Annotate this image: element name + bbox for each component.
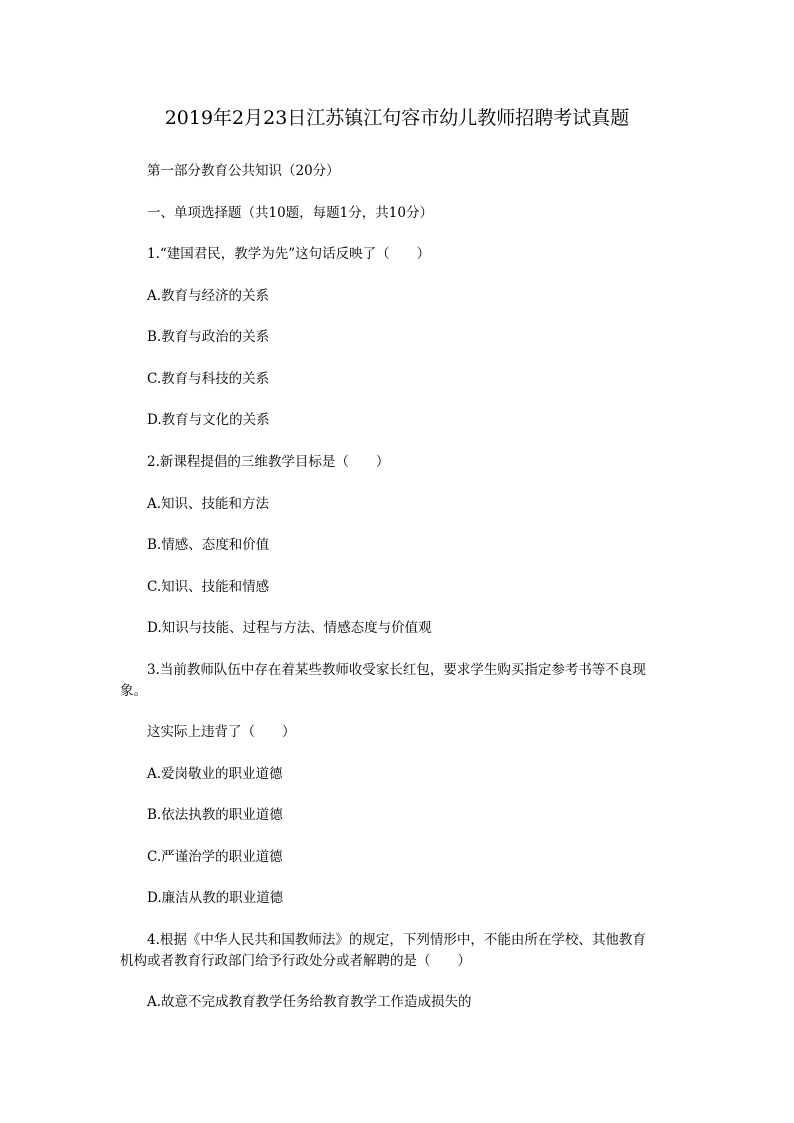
question-4-stem-line-1: 4.根据《中华人民共和国教师法》的规定，下列情形中，不能由所在学校、其他教育 <box>147 932 646 948</box>
question-1-option-a: A.教育与经济的关系 <box>147 288 270 304</box>
question-1-stem: 1.“建国君民，教学为先”这句话反映了（ ） <box>147 246 431 262</box>
subsection-heading: 一、单项选择题（共10题，每题1分，共10分） <box>147 205 433 221</box>
question-4-stem-line-2: 机构或者教育行政部门给予行政处分或者解聘的是（ ） <box>120 953 471 969</box>
section-heading: 第一部分教育公共知识（20分） <box>147 163 340 179</box>
question-3-stem-line-1: 3.当前教师队伍中存在着某些教师收受家长红包，要求学生购买指定参考书等不良现 <box>147 662 646 678</box>
question-2-stem: 2.新课程提倡的三维教学目标是（ ） <box>147 454 390 470</box>
question-3-stem-line-2: 象。 <box>120 683 147 699</box>
document-title: 2019年2月23日江苏镇江句容市幼儿教师招聘考试真题 <box>164 107 630 129</box>
question-2-option-b: B.情感、态度和价值 <box>147 537 270 553</box>
question-2-option-c: C.知识、技能和情感 <box>147 579 270 595</box>
question-3-option-c: C.严谨治学的职业道德 <box>147 849 283 865</box>
question-2-option-a: A.知识、技能和方法 <box>147 496 270 512</box>
question-1-option-d: D.教育与文化的关系 <box>147 412 270 428</box>
question-3-option-b: B.依法执教的职业道德 <box>147 807 283 823</box>
question-1-option-b: B.教育与政治的关系 <box>147 329 270 345</box>
question-1-option-c: C.教育与科技的关系 <box>147 371 270 387</box>
question-3-option-d: D.廉洁从教的职业道德 <box>147 890 284 906</box>
question-4-option-a: A.故意不完成教育教学任务给教育教学工作造成损失的 <box>147 994 472 1010</box>
question-3-option-a: A.爱岗敬业的职业道德 <box>147 766 283 782</box>
question-2-option-d: D.知识与技能、过程与方法、情感态度与价值观 <box>147 620 432 636</box>
question-3-stem-continued: 这实际上违背了（ ） <box>147 724 296 740</box>
